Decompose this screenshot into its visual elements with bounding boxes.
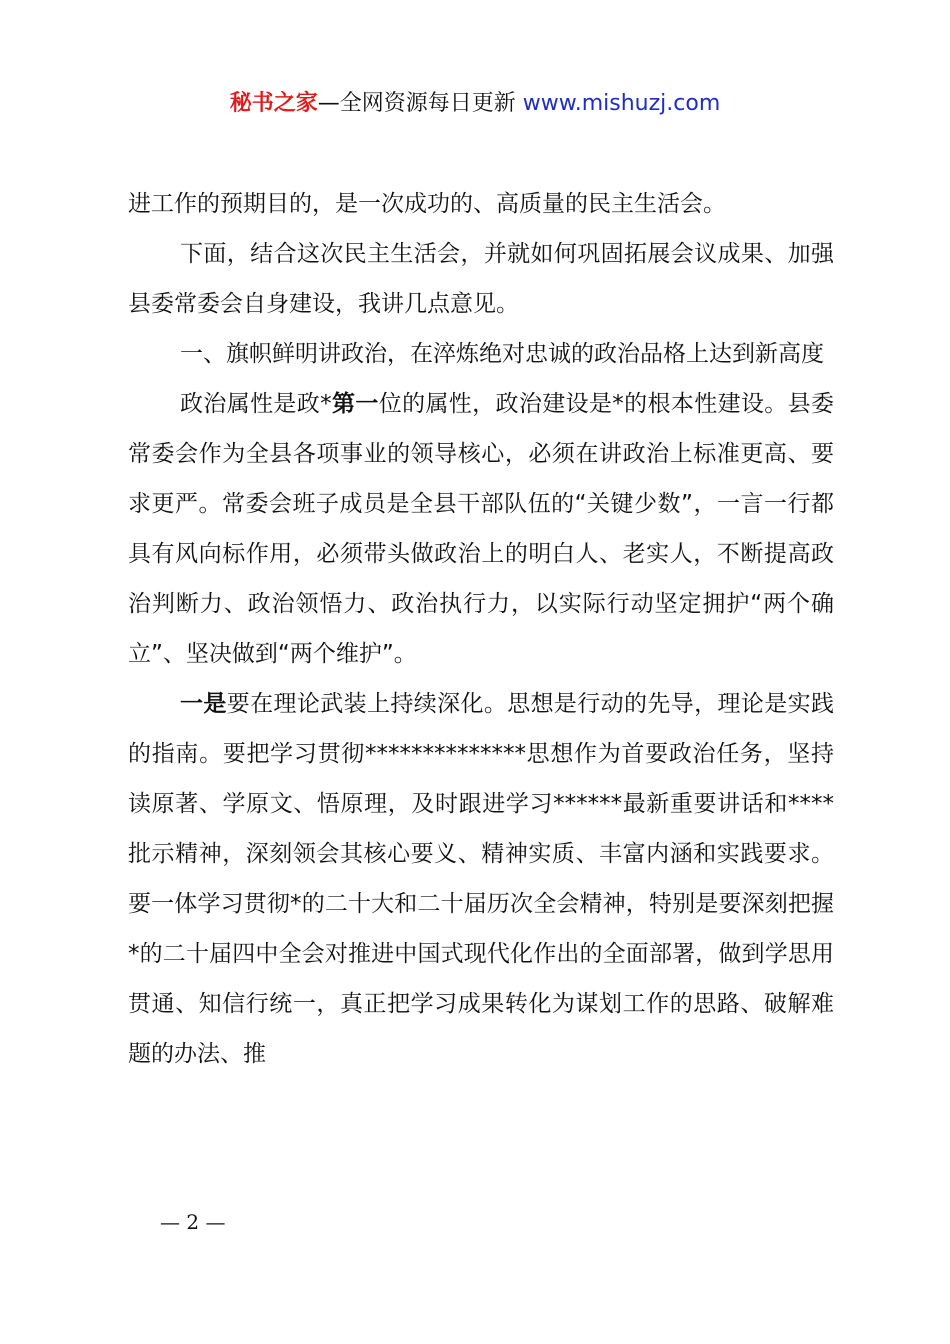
paragraph-4-part-a: 政治属性是政*: [180, 391, 332, 417]
paragraph-4-part-c: 位的属性，政治建设是*的根本性建设。县委常委会作为全县各项事业的领导核心，必须在讲政治上标准更高、要求更严。常委会班子成员是全县干部队伍的“关键少数”，一言一行都具有风向标作用，必须带头做政治上的明白人、老实人，不断提高政治判断力、政治领悟力、政治执行力，以实际行动坚定拥护“两个确立”、坚决做到“两个维护”。: [128, 391, 835, 667]
site-header: [0, 86, 950, 122]
header-url-link[interactable]: www.mishuzj.com: [522, 91, 721, 116]
paragraph-5: [128, 679, 834, 1079]
paragraph-1: 进工作的预期目的，是一次成功的、高质量的民主生活会。: [128, 191, 726, 217]
document-body: [128, 179, 834, 1079]
header-slogan: —全网资源每日更新: [317, 91, 523, 116]
header-brand: 秘书之家: [229, 91, 318, 116]
paragraph-4: [128, 379, 834, 679]
paragraph-5-lead: 一是: [180, 691, 227, 717]
paragraph-5-text: 要在理论武装上持续深化。思想是行动的先导，理论是实践的指南。要把学习贯彻**************思想作为首要政治任务，坚持读原著、学原文、悟原理，及时跟进学习******最新重要讲话和****批示精神，深刻领会其核心要义、精神实质、丰富内涵和实践要求。要一体学习贯彻*的二十大和二十届历次全会精神，特别是要深刻把握*的二十届四中全会对推进中国式现代化作出的全面部署，做到学思用贯通、知信行统一，真正把学习成果转化为谋划工作的思路、破解难题的办法、推: [128, 691, 835, 1067]
paragraph-2: 下面，结合这次民主生活会，并就如何巩固拓展会议成果、加强县委常委会自身建设，我讲几点意见。: [128, 241, 834, 317]
page-number: — 2 —: [160, 1210, 226, 1234]
section-heading-1: 一、旗帜鲜明讲政治，在淬炼绝对忠诚的政治品格上达到新高度: [180, 341, 824, 367]
paragraph-4-bold: 第一: [331, 391, 379, 417]
